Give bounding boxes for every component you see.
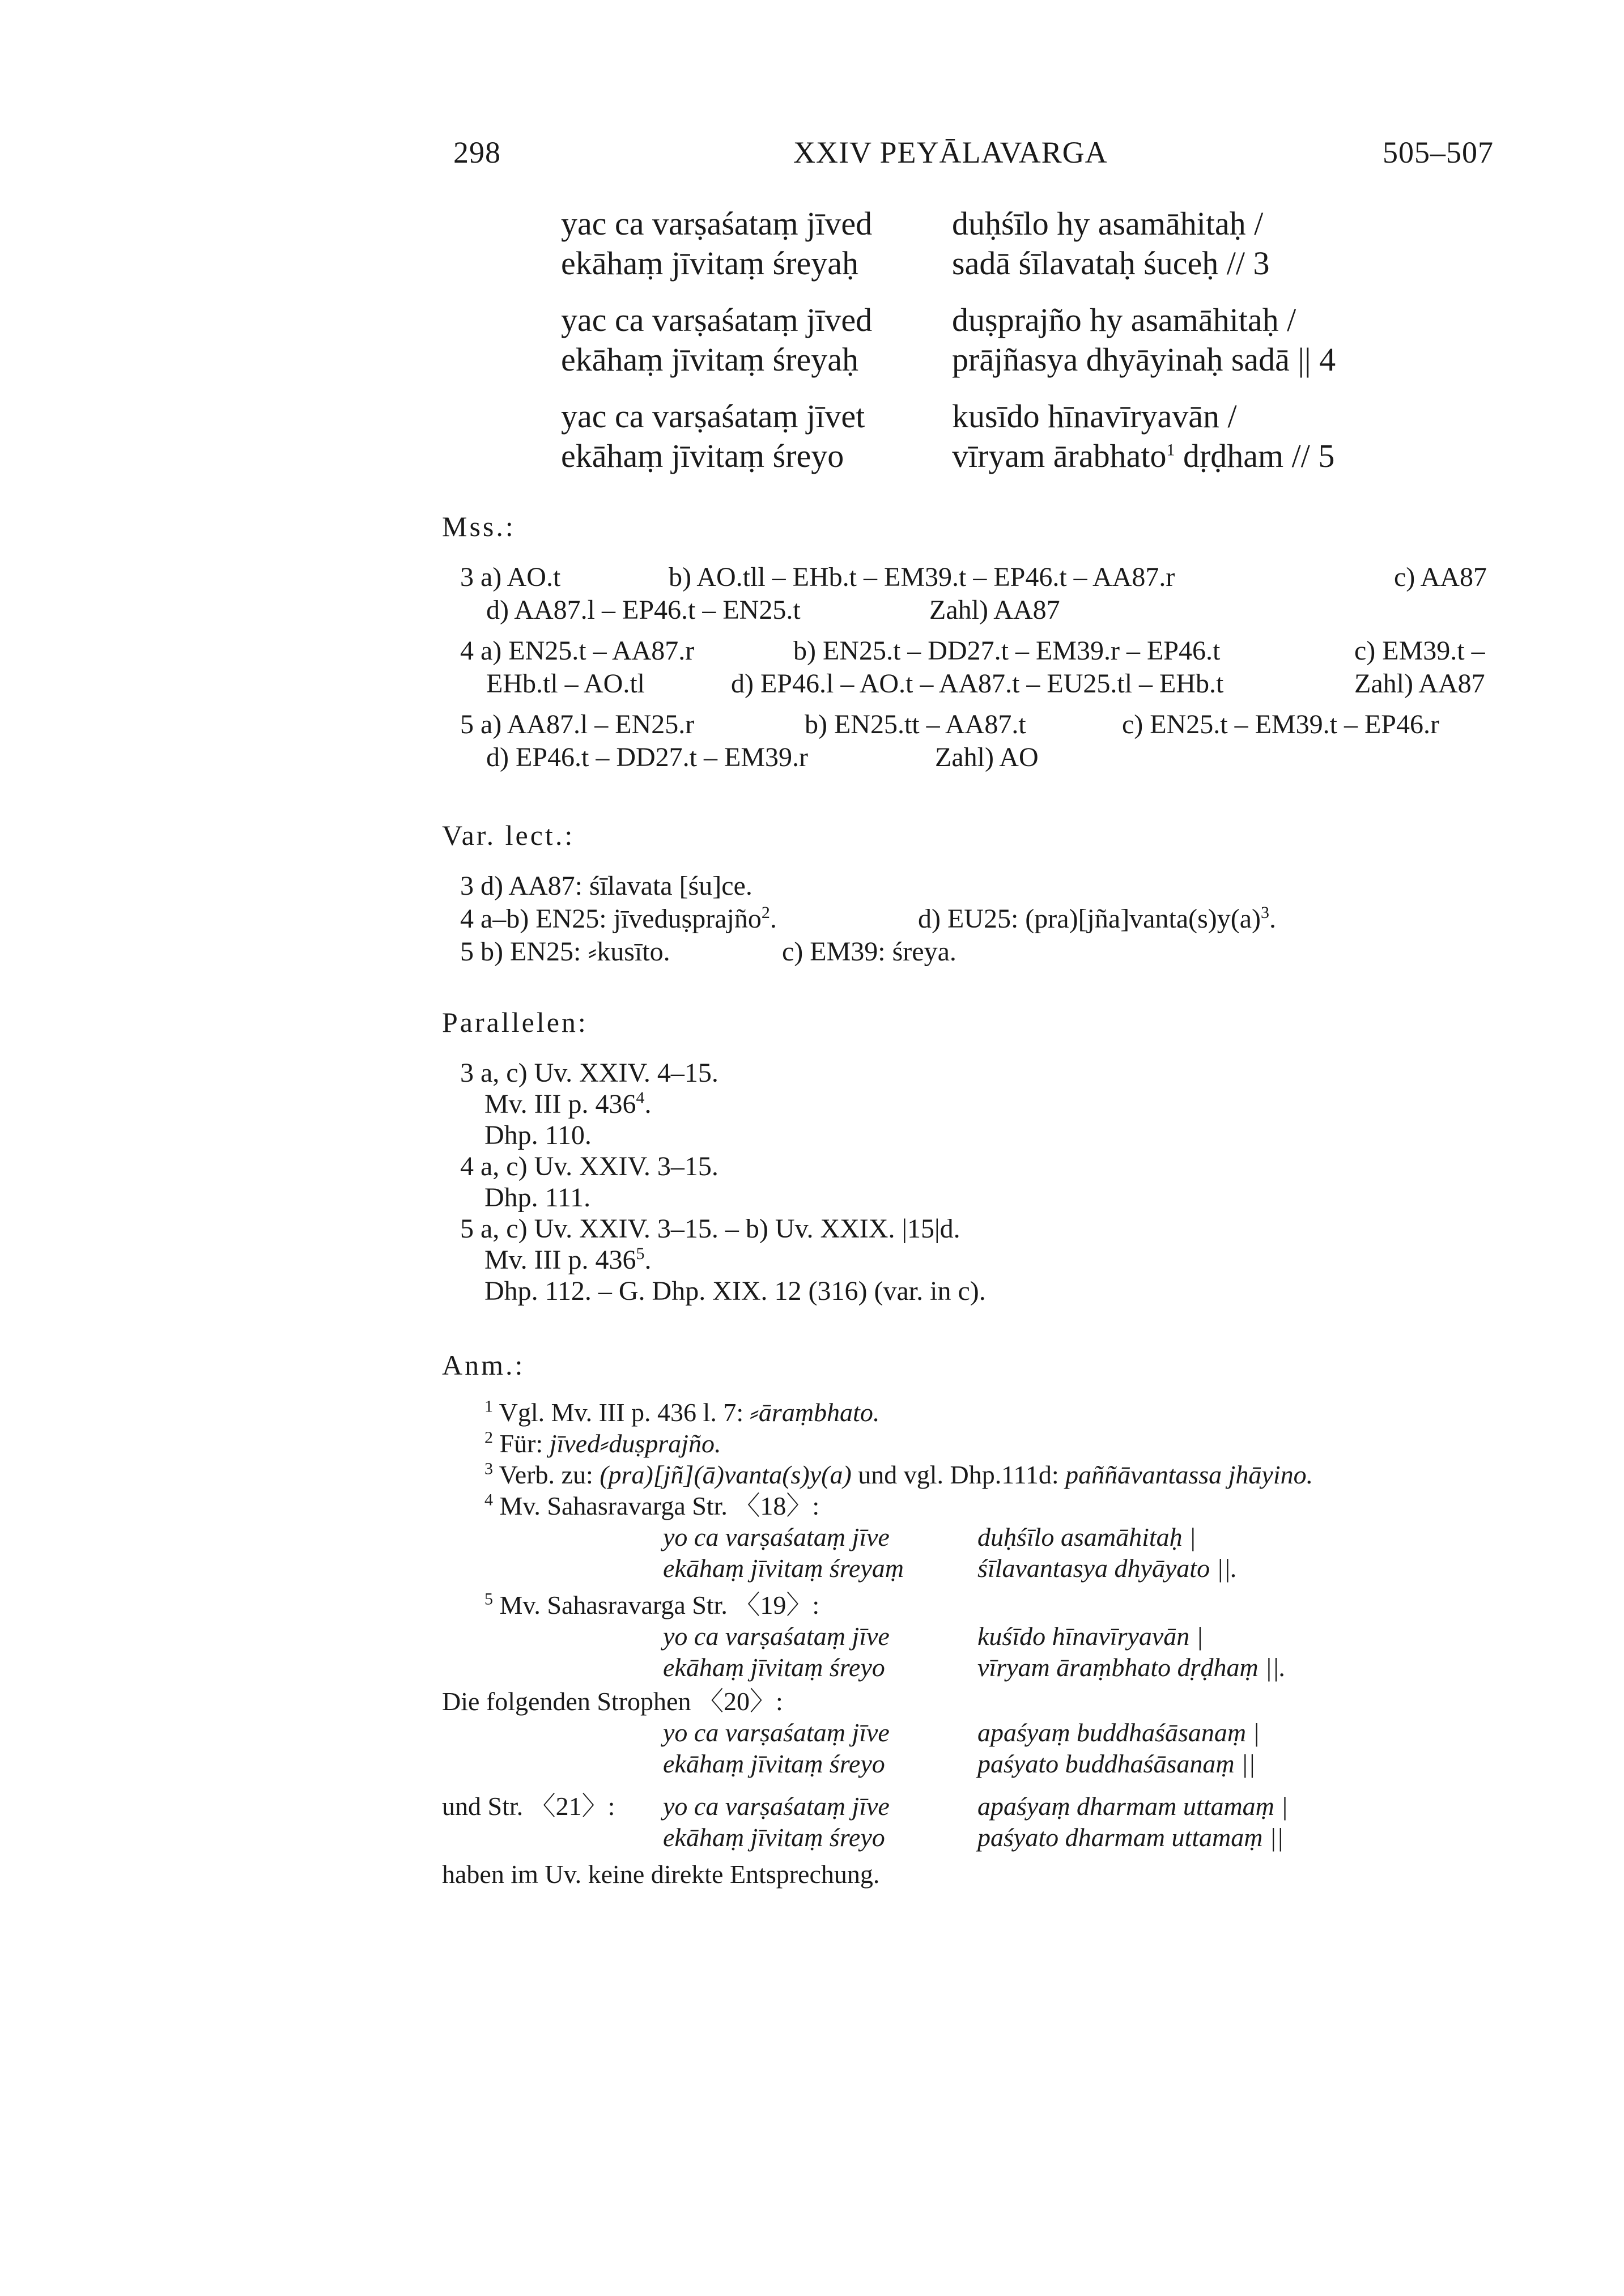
verse-4-line-a: yac ca varṣaśataṃ jīved xyxy=(561,301,873,338)
verse-4-line-d: prājñasya dhyāyinaḥ sadā || 4 xyxy=(952,341,1336,378)
parallelen-heading: Parallelen: xyxy=(442,1006,588,1038)
verse-3-line-a: yac ca varṣaśataṃ jīved xyxy=(561,205,873,242)
fn4-verse-b: ekāhaṃ jīvitaṃ śreyaṃ xyxy=(663,1554,904,1583)
footnote-text: Verb. zu: xyxy=(499,1460,600,1489)
mss-row-5b: b) EN25.tt – AA87.t xyxy=(805,709,1026,739)
footnote-3 xyxy=(484,1459,1313,1491)
parallel-line: 5 a, c) Uv. XXIV. 3–15. – b) Uv. XXIX. |15|d. xyxy=(460,1214,960,1244)
stanza-range: 505–507 xyxy=(1383,135,1494,169)
footnote-number: 1 xyxy=(484,1397,493,1416)
mss-row-4b: b) EN25.t – DD27.t – EM39.r – EP46.t xyxy=(793,636,1221,666)
mss-row-3d: d) AA87.l – EP46.t – EN25.t xyxy=(486,595,801,625)
footnote-italic: jīved⸗duṣprajño. xyxy=(549,1429,721,1458)
verse-3-line-d: sadā śīlavataḥ śuceḥ // 3 xyxy=(952,245,1270,282)
footnote-ref-2: 2 xyxy=(761,903,770,922)
footnote-4 xyxy=(484,1490,819,1522)
s21-verse-c: apaśyaṃ dharmam uttamaṃ | xyxy=(977,1792,1289,1821)
s21-verse-b: ekāhaṃ jīvitaṃ śreyo xyxy=(663,1823,885,1852)
fn5-verse-c: kuśīdo hīnavīryavān | xyxy=(977,1622,1204,1651)
varlect-line-4d: d) EU25: $(pra)[jña]vanta(s)y(a)^3$. xyxy=(918,903,1277,934)
footnote-italic: paññāvantassa jhāyino. xyxy=(1065,1460,1313,1489)
strophe-21-label: und Str. 〈21〉: xyxy=(442,1792,615,1821)
footnote-text: und vgl. Dhp.111d: xyxy=(851,1460,1066,1489)
parallel-line: Dhp. 110. xyxy=(484,1120,592,1150)
footnote-ref-4: 4 xyxy=(636,1089,645,1107)
footnote-italic: ⸗āraṃbhato. xyxy=(750,1398,880,1427)
verse-4-line-b: ekāhaṃ jīvitaṃ śreyaḥ xyxy=(561,341,859,378)
varlect-line-4ab: 4 a–b) EN25: jīveduṣprajño$^2$. xyxy=(460,903,777,934)
mss-row-5a: 5 a) AA87.l – EN25.r xyxy=(460,709,695,739)
footnote-number: 5 xyxy=(484,1589,493,1609)
mss-row-4d: d) EP46.l – AO.t – AA87.t – EU25.tl – EHb.t xyxy=(731,669,1224,699)
mss-row-4a: 4 a) EN25.t – AA87.r xyxy=(460,636,695,666)
footnote-5 xyxy=(484,1589,819,1621)
mss-row-3a: 3 a) AO.t xyxy=(460,562,561,592)
s21-verse-d: paśyato dharmam uttamaṃ || xyxy=(977,1823,1284,1852)
verse-5-line-d-text: vīryam ārabhato xyxy=(952,437,1167,474)
parallel-line: Mv. III p. $436^4$. xyxy=(484,1089,652,1119)
varlect-heading: Var. lect.: xyxy=(442,819,575,851)
verse-5-line-d xyxy=(952,436,1334,476)
footnote-text: Mv. Sahasravarga Str. 〈19〉: xyxy=(499,1591,820,1619)
fn4-verse-d: śīlavantasya dhyāyato ||. xyxy=(977,1554,1238,1583)
verse-3-line-c: duḥśīlo hy asamāhitaḥ / xyxy=(952,205,1264,242)
varlect-4d-text: d) EU25: (pra)[jña]vanta(s)y(a) xyxy=(918,904,1261,934)
varlect-line-3d: 3 d) AA87: śīlavata [śu]ce. xyxy=(460,871,753,901)
parallel-line-text: Mv. III p. 436 xyxy=(484,1089,636,1119)
footnote-ref-3: 3 xyxy=(1261,903,1270,922)
footnote-1 xyxy=(484,1397,879,1428)
mss-row-4c: c) EM39.t – xyxy=(1354,636,1485,666)
mss-row-3-zahl: Zahl) AA87 xyxy=(929,595,1060,625)
footnote-ref-5: 5 xyxy=(636,1244,645,1263)
varlect-line-5b: 5 b) EN25: ⸗kusīto. xyxy=(460,937,670,967)
footnote-italic: (pra)[jñ](ā)vanta(s)y(a) xyxy=(600,1460,852,1489)
mss-row-5-zahl: Zahl) AO xyxy=(935,742,1039,772)
verse-5-line-b: ekāhaṃ jīvitaṃ śreyo xyxy=(561,437,844,474)
parallel-line: Mv. III p. $436^5$. xyxy=(484,1244,652,1275)
verse-3-line-b: ekāhaṃ jīvitaṃ śreyaḥ xyxy=(561,245,859,282)
s21-verse-a: yo ca varṣaśataṃ jīve xyxy=(663,1792,890,1821)
mss-heading: Mss.: xyxy=(442,511,516,542)
closing-line: haben im Uv. keine direkte Entsprechung. xyxy=(442,1860,880,1889)
verse-5-line-a: yac ca varṣaśataṃ jīvet xyxy=(561,398,865,435)
footnote-2 xyxy=(484,1428,721,1460)
footnote-number: 3 xyxy=(484,1459,493,1478)
page-number: 298 xyxy=(453,135,501,169)
mss-row-5d: d) EP46.t – DD27.t – EM39.r xyxy=(486,742,808,772)
verse-5-line-c: kusīdo hīnavīryavān / xyxy=(952,398,1237,435)
mss-row-3c: c) AA87 xyxy=(1394,562,1487,592)
mss-row-4-cont: EHb.tl – AO.tl xyxy=(486,669,645,699)
footnote-text: Für: xyxy=(499,1429,550,1458)
varlect-line-5c: c) EM39: śreya. xyxy=(782,937,956,967)
footnote-text: Mv. Sahasravarga Str. 〈18〉: xyxy=(499,1491,820,1520)
s20-verse-a: yo ca varṣaśataṃ jīve xyxy=(663,1718,890,1747)
fn4-verse-c: duḥśīlo asamāhitaḥ | xyxy=(977,1523,1196,1551)
parallel-line: Dhp. 112. – G. Dhp. XIX. 12 (316) (var. in c). xyxy=(484,1276,986,1306)
parallel-line: 3 a, c) Uv. XXIV. 4–15. xyxy=(460,1058,719,1088)
varlect-4ab-text: 4 a–b) EN25: jīveduṣprajño xyxy=(460,904,762,934)
fn4-verse-a: yo ca varṣaśataṃ jīve xyxy=(663,1523,890,1551)
footnote-number: 2 xyxy=(484,1428,493,1447)
mss-row-4-zahl: Zahl) AA87 xyxy=(1354,669,1485,699)
verse-5-line-d-tail: dṛḍham // 5 xyxy=(1183,437,1335,474)
footnote-ref-1: 1 xyxy=(1166,440,1175,460)
fn5-verse-b: ekāhaṃ jīvitaṃ śreyo xyxy=(663,1653,885,1682)
verse-4-line-c: duṣprajño hy asamāhitaḥ / xyxy=(952,301,1296,338)
mss-row-5c: c) EN25.t – EM39.t – EP46.r xyxy=(1122,709,1439,739)
parallel-line: Dhp. 111. xyxy=(484,1183,591,1213)
strophe-20-label: Die folgenden Strophen 〈20〉: xyxy=(442,1687,783,1716)
mss-row-3b: b) AO.tll – EHb.t – EM39.t – EP46.t – AA87.r xyxy=(669,562,1175,592)
s20-verse-c: apaśyaṃ buddhaśāsanaṃ | xyxy=(977,1718,1260,1747)
footnote-text: Vgl. Mv. III p. 436 l. 7: xyxy=(499,1398,750,1427)
parallel-line-text: Mv. III p. 436 xyxy=(484,1245,636,1275)
anm-heading: Anm.: xyxy=(442,1349,525,1381)
parallel-line: 4 a, c) Uv. XXIV. 3–15. xyxy=(460,1151,719,1181)
fn5-verse-d: vīryam āraṃbhato dṛḍhaṃ ||. xyxy=(977,1653,1286,1682)
s20-verse-b: ekāhaṃ jīvitaṃ śreyo xyxy=(663,1749,885,1778)
footnote-number: 4 xyxy=(484,1490,493,1510)
s20-verse-d: paśyato buddhaśāsanaṃ || xyxy=(977,1749,1256,1778)
fn5-verse-a: yo ca varṣaśataṃ jīve xyxy=(663,1622,890,1651)
page-title: XXIV PEYĀLAVARGA xyxy=(793,135,1108,169)
